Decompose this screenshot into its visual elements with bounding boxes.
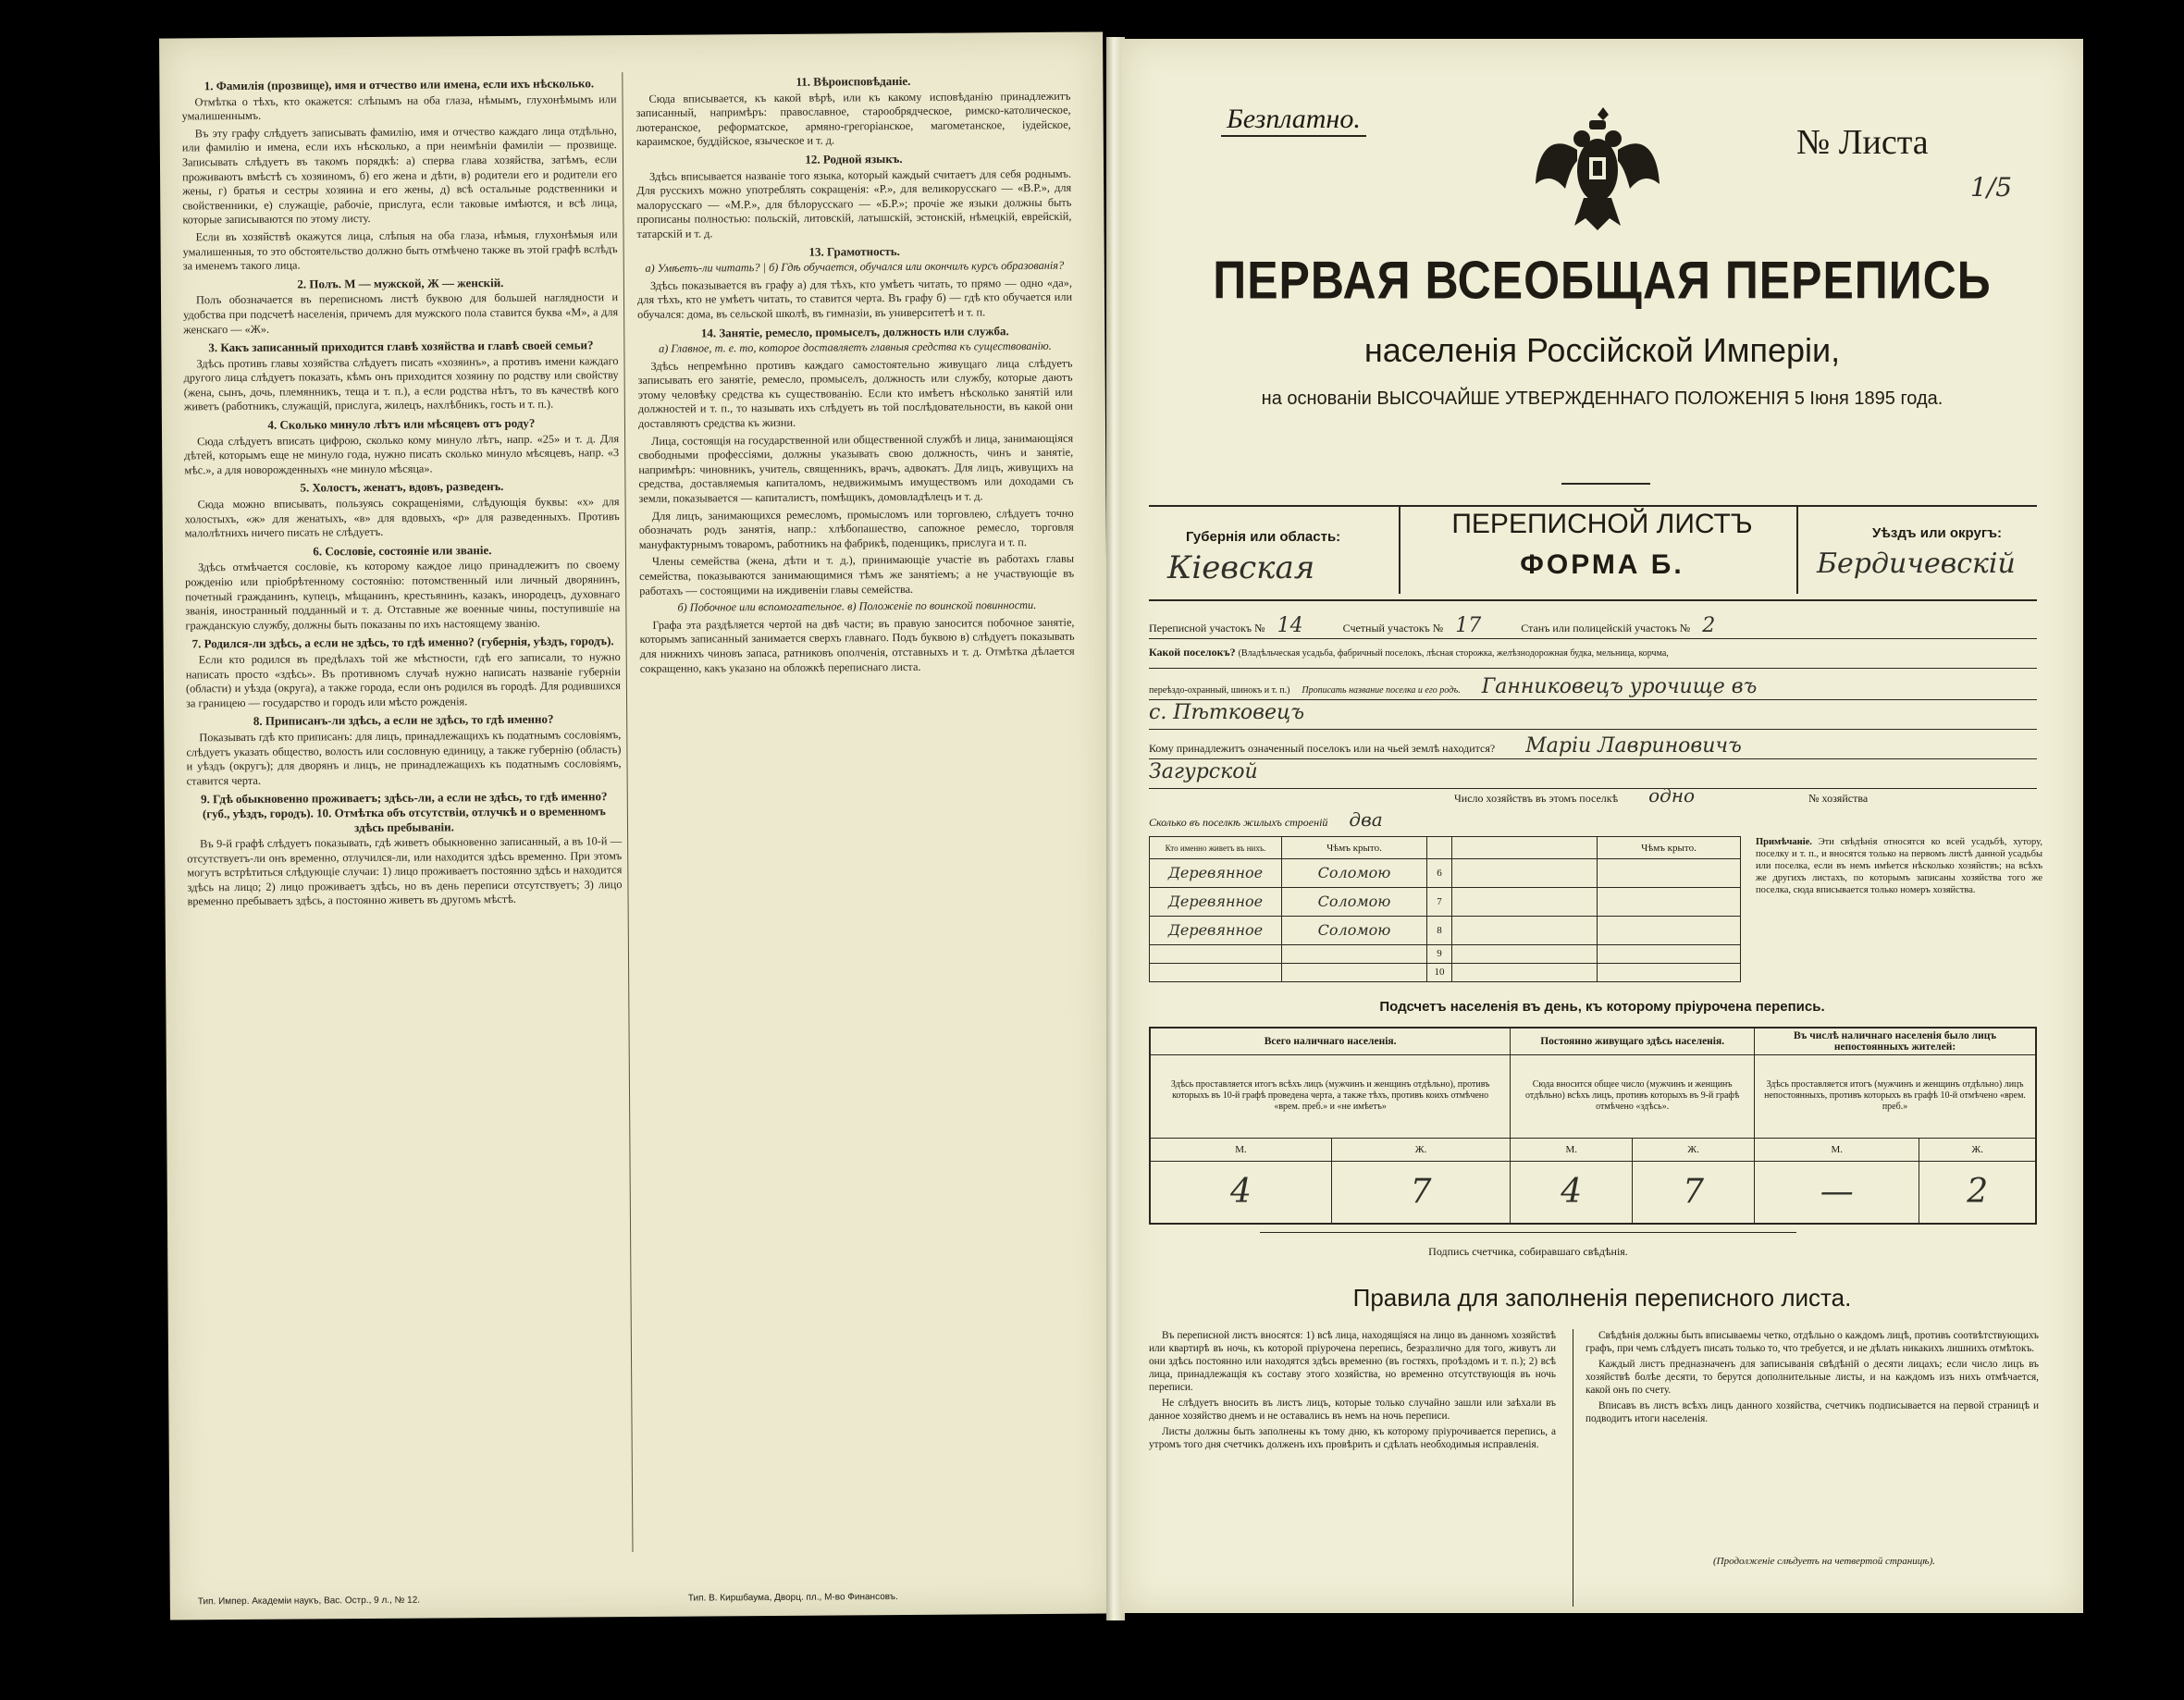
counter-signature-label: Подпись счетчика, собиравшаго свѣдѣнія. <box>1428 1245 1628 1258</box>
instruction-paragraph: Здѣсь непремѣнно противъ каждаго самостоятельно живущаго лица слѣдуетъ записывать его занятіе, ремесло, промыселъ, должность или службу, которые даютъ этому человѣку средства къ существованію. Если кто имѣетъ нѣсколько занятій или должностей и т. п., то называть ихъ слѣдуетъ въ той послѣдовательности, въ какой они доставляютъ средства къ жизни. <box>637 356 1073 431</box>
district-line <box>1149 614 2037 639</box>
tally-header-present: Всего наличнаго населенія. <box>1150 1028 1511 1054</box>
dwelling-row-number: 6 <box>1427 859 1452 888</box>
rules-paragraph: Въ переписной листъ вносятся: 1) всѣ лица, находящіяся на лицо въ данномъ хозяйствѣ или квартирѣ въ ночь, къ которой пріурочена перепись, безразлично для того, живутъ ли они здѣсь постоянно или находятся здѣсь временно (въ гостяхъ, проѣздомъ и т. п.); 2) всѣ лица, принадлежащія къ составу этого хозяйства, но временно отсутствующія въ ночь переписи. <box>1149 1330 1556 1393</box>
count-district-value: 17 <box>1455 614 1482 637</box>
right-page-census-form <box>1121 39 2083 1613</box>
tally-desc-nonpermanent: Здѣсь проставляется итогъ (мужчинъ и женщинъ отдѣльно) лицъ непостоянныхъ, противъ которыхъ въ графѣ 10-й отмѣчено «врем. преб.» <box>1755 1054 2036 1138</box>
population-count-heading: Подсчетъ населенія въ день, къ которому пріурочена перепись. <box>1379 999 1825 1015</box>
free-of-charge-label: Безплатно. <box>1221 104 1366 137</box>
sheet-number-handwritten: 1/5 <box>1970 172 2013 203</box>
dwellings-note <box>1756 836 2042 896</box>
instruction-paragraph: Отмѣтка о тѣхъ, кто окажется: слѣпымъ на оба глаза, нѣмымъ, глухонѣмымъ или умалишеннымъ. <box>181 92 617 123</box>
tally-col-male: М. <box>1511 1139 1633 1162</box>
governorate-label: Губернія или область: <box>1186 529 1341 545</box>
continued-note: (Продолженіе слѣдуетъ на четвертой страницѣ). <box>1713 1556 1935 1567</box>
double-headed-eagle-emblem <box>1528 96 1667 235</box>
tally-permanent-female: 7 <box>1633 1161 1755 1224</box>
census-subtitle: населенія Россійской Имперіи, <box>1363 331 1841 369</box>
dwelling-roof-2: Соломою <box>1282 887 1427 916</box>
printer-imprint-left: Тип. Импер. Академіи наукъ, Вас. Остр., 9 л., № 12. <box>197 1595 421 1608</box>
instruction-paragraph: Здѣсь показывается въ графу а) для тѣхъ, кто умѣетъ читать, то прямо — одно «да», для тѣхъ, кто не умѣетъ читать, то ставится черта. Въ графу б) — гдѣ кто обучается или обучался: дома, въ сельской школѣ, въ гимназіи, въ университетѣ и т. п. <box>636 276 1073 321</box>
rules-paragraph: Листы должны быть заполнены къ тому дню, къ которому пріурочивается перепись, а утромъ того дня счетчикъ долженъ ихъ провѣрить и сдѣлать необходимыя исправленія. <box>1149 1426 1556 1450</box>
left-page-instructions <box>159 31 1114 1620</box>
subsection-heading: а) Умѣетъ-ли читать? | б) Гдѣ обучается, обучался или окончилъ курсъ образованія? <box>645 258 1065 276</box>
dwelling-roof-3: Соломою <box>1282 916 1427 944</box>
dwelling-row-number: 8 <box>1427 916 1452 944</box>
rules-paragraph: Не слѣдуетъ вносить въ листъ лицъ, которые только случайно зашли или заѣхали въ данное хозяйство днемъ и не оставались въ немъ на ночь переписи. <box>1149 1398 1556 1422</box>
instruction-paragraph: Въ 9-й графѣ слѣдуетъ показывать, гдѣ живетъ обыкновенно записанный, а въ 10-й — отсутствуетъ-ли онъ временно, отлучился-ли, или находится здѣсь временно. При этомъ могутъ встрѣтиться слѣдующіе случаи: 1) лицо проживаетъ постоянно здѣсь и находится здѣсь на лицо; 2) лицо проживаетъ здѣсь, но въ день переписи отсутствуетъ; 3) лицо временно пребываетъ здѣсь, а постоянно живетъ въ другомъ мѣстѣ. <box>187 834 623 908</box>
tally-col-male: М. <box>1150 1139 1331 1162</box>
settlement-line-2 <box>1149 675 2037 700</box>
instruction-paragraph: Сюда вписывается, къ какой вѣрѣ, или къ какому исповѣданію принадлежитъ записанный, напримѣръ: православное, старообрядческое, римско-католическое, лютеранское, реформатское, армяно-грегоріанское, магометанское, іудейское, караимское, буддійское, языческое и т. д. <box>635 89 1071 149</box>
instruction-paragraph: Въ эту графу слѣдуетъ записывать фамилію, имя и отчество каждаго лица отдѣльно, или фамилію и имена, если ихъ нѣсколько, а при неимѣніи фамиліи — прозвище. Записывать слѣдуетъ въ такомъ порядкѣ: а) сперва глава хозяйства, затѣмъ, если проживаютъ вмѣстѣ съ хозяиномъ, б) его жена и дѣти, в) родители его и родители его жены, г) братья и сестры хозяина и его жены, д) всѣ остальные родственники и свойственники, е) служащіе, рабочіе, прислуга, если таковые имѣются, и всѣ лица, которые записываются по этому листу. <box>181 123 618 227</box>
legal-basis-line: на основаніи ВЫСОЧАЙШЕ УТВЕРЖДЕННАГО ПОЛОЖЕНІЯ 5 Іюня 1895 года. <box>1261 388 1943 409</box>
rules-column-right <box>1586 1329 2039 1428</box>
households-line <box>1454 784 2037 807</box>
tally-nonpermanent-female: 2 <box>1919 1161 2036 1224</box>
section-heading: 6. Сословіе, состояніе или званіе. <box>313 542 492 559</box>
instruction-paragraph: Здѣсь противъ главы хозяйства слѣдуетъ писать «хозяинъ», а противъ имени каждаго другого лица слѣдуетъ показать, кѣмъ онъ приходится хозяину по родству или свойству (жена, сынъ, дочь, племянникъ, теща и т. п.), а если родства нѣтъ, то въ качествѣ кого живетъ (работникъ, служащій, прислуга, жилецъ, нахлѣбникъ, гость и т. п.). <box>183 353 619 413</box>
rules-column-left <box>1149 1329 1556 1454</box>
uezd-box <box>1796 505 2039 594</box>
owner-handwritten: Маріи Лавриновичъ <box>1525 734 1742 758</box>
enumeration-district-label: Переписной участокъ № <box>1149 622 1265 634</box>
section-heading: 5. Холостъ, женатъ, вдовъ, разведенъ. <box>300 479 504 495</box>
tally-col-female: Ж. <box>1919 1139 2036 1162</box>
section-heading: 8. Приписанъ-ли здѣсь, а если не здѣсь, то гдѣ именно? <box>253 711 554 729</box>
buildings-value: два <box>1349 808 1383 831</box>
settlement-note: (Владѣльческая усадьба, фабричный поселокъ, лѣсная сторожка, желѣзнодорожная будка, мельница, корчма, <box>1238 648 1669 659</box>
household-number-label: № хозяйства <box>1808 792 1869 805</box>
settlement-note-2: переѣздо-охранный, шинокъ и т. п.) <box>1149 685 1290 696</box>
section-heading: 7. Родился-ли здѣсь, а если не здѣсь, то гдѣ именно? (губернія, уѣздъ, городъ). <box>191 634 614 651</box>
instruction-paragraph: Графа эта раздѣляется чертой на двѣ части; въ правую заносится побочное занятіе, которымъ записанный занимается сверхъ главнаго. Подъ буквою в) слѣдуетъ показывать для нижнихъ чиновъ запаса, ратниковъ ополченія, отставныхъ и т. д. Отмѣтка дѣлается сокращенно, какъ указано на обложкѣ переписнаго листа. <box>639 615 1075 675</box>
section-heading: 13. Грамотность. <box>808 243 900 259</box>
instruction-paragraph: Полъ обозначается въ переписномъ листѣ буквою для большей наглядности и удобства при подсчетѣ населенія, причемъ для мужского пола ставится буква «М», а для женскаго — «Ж». <box>183 290 619 336</box>
rules-paragraph: Свѣдѣнія должны быть вписываемы четко, отдѣльно о каждомъ лицѣ, противъ соотвѣтствующихъ графъ, при чемъ слѣдуетъ писать только то, что требуется, и не дѣлать никакихъ лишнихъ отмѣтокъ. <box>1586 1330 2039 1354</box>
owner-handwritten-2: Загурской <box>1149 760 1258 783</box>
dwelling-row-number: 9 <box>1427 944 1452 963</box>
section-heading: 11. Вѣроисповѣданіе. <box>796 73 911 89</box>
instruction-paragraph: Сюда можно вписывать, пользуясь сокращеніями, слѣдующія буквы: «х» для холостыхъ, «ж» для женатыхъ, «в» для вдовыхъ, «р» для разведенныхъ. Противъ малолѣтнихъ ничего писать не слѣдуетъ. <box>184 495 620 540</box>
section-heading: 2. Полъ. М — мужской, Ж — женскій. <box>297 275 504 291</box>
form-label: ФОРМА Б. <box>1520 549 1684 580</box>
tally-nonpermanent-male: — <box>1755 1161 1919 1224</box>
section-heading: 3. Какъ записанный приходится главѣ хозяйства и главѣ своей семьи? <box>208 338 594 355</box>
instruction-paragraph: Лица, состоящія на государственной или общественной службѣ и лица, занимающіяся свободными профессіями, должны указывать свою должность, чинъ и занятіе, напримѣръ: чиновникъ, учитель, священникъ, врачъ, адвокатъ. Для лицъ, живущихъ на средства, доставляемыя капиталомъ, недвижимымъ имуществомъ или доходами съ земли, показывается — капиталистъ, помѣщикъ, домовладѣлецъ и т. д. <box>638 431 1074 506</box>
sheet-number-label: № Листа <box>1796 123 1929 162</box>
column-divider <box>622 72 633 1552</box>
note-text: Эти свѣдѣнія относятся ко всей усадьбѣ, хутору, поселку и т. п., и вносятся только на первомъ листѣ данной усадьбы или поселка, если въ немъ имѣется нѣсколько хозяйствъ; на всѣхъ же другихъ листахъ, по которымъ записаны хозяйства того же поселка, сюда вписывается только номеръ хозяйства. <box>1756 837 2042 895</box>
instruction-paragraph: Если въ хозяйствѣ окажутся лица, слѣпыя на оба глаза, нѣмыя, глухонѣмыя или умалишенныя, то это обстоятельство должно быть отмѣчено также въ этой графѣ вслѣдъ за именемъ такого лица. <box>182 228 618 273</box>
tally-header-nonpermanent: Въ числѣ наличнаго населенія было лицъ непостоянныхъ жителей: <box>1755 1028 2036 1054</box>
rules-paragraph: Каждый листъ предназначенъ для записыванія свѣдѣній о десяти лицахъ; если число лицъ въ хозяйствѣ болѣе десяти, то берутся дополнительные листы, и на каждомъ изъ нихъ отмѣчается, какой онъ по счету. <box>1586 1359 2039 1396</box>
dwelling-material-3: Деревянное <box>1150 916 1282 944</box>
buildings-label: Сколько въ поселкѣ жилыхъ строеній <box>1149 816 1328 829</box>
households-count-label: Число хозяйствъ въ этомъ поселкѣ <box>1454 792 1619 805</box>
enumeration-district-value: 14 <box>1277 614 1303 637</box>
instruction-paragraph: Здѣсь вписывается названіе того языка, который каждый считаетъ для себя роднымъ. Для русскихъ можно употреблять сокращенія: «Р.», для великорусскаго — «В.Р.», для малорусскаго — «М.Р.», для бѣлорусскаго — «Б.Р.»; прочіе же языки должны быть прописаны полностью: польскій, литовскій, латышскій, эстонскій, нѣмецкій, еврейскій, татарскій и т. д. <box>636 166 1072 240</box>
dwelling-row-number: 10 <box>1427 963 1452 981</box>
tally-col-male: М. <box>1755 1139 1919 1162</box>
owner-line <box>1149 734 2037 759</box>
dwelling-roof-1: Соломою <box>1282 859 1427 888</box>
instruction-paragraph: Сюда слѣдуетъ вписать цифрою, сколько кому минуло лѣтъ, напр. «25» и т. д. Для дѣтей, которымъ еще не минуло года, нужно писать сколько минуло мѣсяцевъ, напр. «3 мѣс.», а для новорожденныхъ «не минуло мѣсяца». <box>184 431 620 477</box>
count-district-label: Счетный участокъ № <box>1342 622 1444 634</box>
section-heading: 4. Сколько минуло лѣтъ или мѣсяцевъ отъ роду? <box>267 415 536 432</box>
population-tally-table <box>1149 1027 2037 1225</box>
tally-present-male: 4 <box>1150 1161 1331 1224</box>
police-district-label: Станъ или полицейскій участокъ № <box>1521 622 1691 634</box>
rules-paragraph: Вписавъ въ листъ всѣхъ лицъ данного хозяйства, счетчикъ подписывается на первой страницѣ и подводитъ итоги населенія. <box>1586 1400 2039 1424</box>
dwelling-row-number: 7 <box>1427 887 1452 916</box>
instruction-paragraph: Показывать гдѣ кто приписанъ: для лицъ, принадлежащихъ къ податнымъ сословіямъ, слѣдуетъ указать общество, волость или сословную единицу, а также губернію (область) и уѣздъ (округъ); для дворянъ и лицъ, не принадлежащихъ къ податнымъ сословіямъ, ставится черта. <box>186 728 622 788</box>
instruction-paragraph: Члены семейства (жена, дѣти и т. д.), принимающіе участіе въ работахъ главы семейства, показываются занимающимися тѣмъ же занятіемъ; а не участвующіе въ работахъ — состоящими на иждивеніи главы семейства. <box>639 552 1075 597</box>
printer-imprint-right: Тип. В. Киршбаума, Дворц. пл., М-во Финансовъ. <box>687 1592 898 1604</box>
governorate-box <box>1149 505 1400 594</box>
tally-col-female: Ж. <box>1633 1139 1755 1162</box>
settlement-line <box>1149 646 2037 669</box>
note-heading: Примѣчаніе. <box>1756 837 1812 847</box>
section-heading: 14. Занятіе, ремесло, промыселъ, должность или служба. <box>700 323 1009 339</box>
owner-label: Кому принадлежитъ означенный поселокъ или на чьей землѣ находится? <box>1149 742 1496 755</box>
signature-rule <box>1260 1232 1796 1233</box>
uezd-handwritten: Бердичевскій <box>1817 548 2016 580</box>
settlement-line-3 <box>1149 701 2037 730</box>
subsection-heading: б) Побочное или вспомогательное. в) Положеніе по воинской повинности. <box>677 598 1037 614</box>
instruction-paragraph: Если кто родился въ предѣлахъ той же мѣстности, гдѣ его записали, то нужно написать просто «здѣсь». Въ противномъ случаѣ нужно написать названіе губерніи (области) и уѣзда (округа), а также города, если онъ родился въ городѣ. Для родившихся за границею — государство и городъ или мѣсто рожденія. <box>185 650 621 710</box>
households-count-value: одно <box>1648 784 1696 807</box>
settlement-handwritten-2: с. Пѣтковецъ <box>1149 701 1304 724</box>
tally-header-permanent: Постоянно живущаго здѣсь населенія. <box>1511 1028 1755 1054</box>
tally-desc-present: Здѣсь проставляется итогъ всѣхъ лицъ (мужчинъ и женщинъ отдѣльно), противъ которыхъ въ 10-й графѣ проведена черта, а также тѣхъ, противъ коихъ отмѣчено «врем. преб.» и «не имѣетъ» <box>1150 1054 1511 1138</box>
tally-desc-permanent: Сюда вносится общее число (мужчинъ и женщинъ отдѣльно) всѣхъ лицъ, противъ которыхъ въ 9-й графѣ отмѣчено «здѣсь». <box>1511 1054 1755 1138</box>
instruction-paragraph: Здѣсь отмѣчается сословіе, къ которому каждое лицо принадлежитъ по своему рожденію или пріобрѣтенному состоянію: потомственный или личный дворянинъ, почетный гражданинъ, купецъ, мѣщанинъ, крестьянинъ, казакъ, инородецъ, духовнаго званія, иностранный подданный и т. д. Отставные же военные чины, поступившіе на гражданскую службу, должны быть показаны по ихъ настоящему званію. <box>185 558 621 633</box>
census-title: ПЕРВАЯ ВСЕОБЩАЯ ПЕРЕПИСЬ <box>1213 250 1992 311</box>
tally-present-female: 7 <box>1331 1161 1510 1224</box>
subsection-heading: а) Главное, т. е. то, которое доставляетъ главныя средства къ существованію. <box>658 339 1052 355</box>
section-heading: 12. Родной языкъ. <box>805 151 903 166</box>
settlement-label: Какой поселокъ? <box>1149 646 1236 659</box>
tally-col-female: Ж. <box>1331 1139 1510 1162</box>
dwellings-header-mid: Чѣмъ крыто. <box>1282 837 1427 859</box>
instructions-column-left <box>181 72 622 912</box>
uezd-label: Уѣздъ или округъ: <box>1872 525 2003 541</box>
dwelling-material-2: Деревянное <box>1150 887 1282 916</box>
police-district-value: 2 <box>1702 614 1716 637</box>
instruction-paragraph: Для лицъ, занимающихся ремесломъ, промысломъ или торговлею, слѣдуетъ точно обозначать родъ занятія, напр.: хлѣбопашество, сапожное ремесло, торговля мануфактурнымъ товаромъ, работникъ на фабрикѣ, поденщикъ, прислуга и т. п. <box>638 506 1074 551</box>
settlement-note-3: Прописать название поселка и его родъ. <box>1302 685 1461 696</box>
dwellings-header-right: Чѣмъ крыто. <box>1598 837 1741 859</box>
section-heading: 9. Гдѣ обыкновенно проживаетъ; здѣсь-ли, а если не здѣсь, то гдѣ именно? (губ., уѣздъ, городъ). 10. Отмѣтка объ отсутствіи, отлучкѣ и о временномъ здѣсь пребываніи. <box>201 789 608 834</box>
section-heading: 1. Фамилія (прозвище), имя и отчество или имена, если ихъ нѣсколько. <box>204 76 595 93</box>
governorate-handwritten: Кіевская <box>1167 549 1315 586</box>
title-divider <box>1561 483 1650 485</box>
buildings-line <box>1149 808 1722 831</box>
dwellings-table <box>1149 836 1741 982</box>
instructions-column-right <box>635 69 1075 679</box>
list-title: ПЕРЕПИСНОЙ ЛИСТЪ <box>1451 509 1753 539</box>
dwellings-header-left: Кто именно живетъ въ нихъ. <box>1150 837 1282 859</box>
settlement-handwritten: Ганниковецъ урочище въ <box>1481 675 1758 698</box>
rules-title: Правила для заполненія переписного листа. <box>1352 1284 1852 1312</box>
dwelling-material-1: Деревянное <box>1150 859 1282 888</box>
tally-permanent-male: 4 <box>1511 1161 1633 1224</box>
